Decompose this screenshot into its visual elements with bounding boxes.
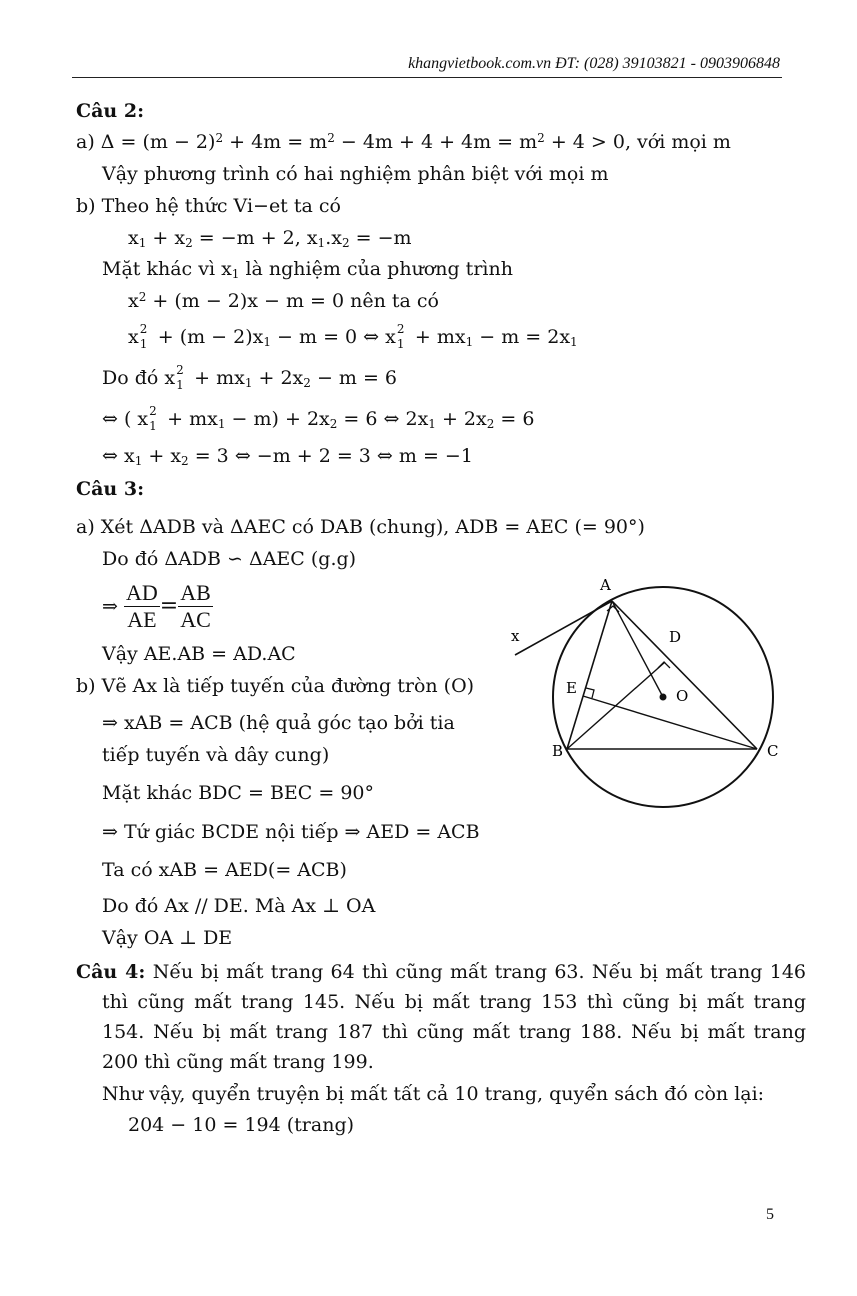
cau3-b-intro: b) Vẽ Ax là tiếp tuyến của đường tròn (O) <box>76 675 475 697</box>
cau2-equation-3: Do đó x 2 1 + $mx_1 + 2x_2 - m = 6$ <box>102 363 398 392</box>
cau3-a-similar: Do đó ΔADB ∽ ΔAEC (g.g) <box>102 548 357 570</box>
cau4-title: Câu 4: <box>76 961 146 983</box>
radius-oa <box>612 601 663 697</box>
cau3-b-line1: ⇒ xAB = ACB (hệ quả góc tạo bởi tia <box>102 712 455 734</box>
label-o: O <box>676 687 689 705</box>
cau4-conclusion: Như vậy, quyển truyện bị mất tất cả 10 trang, quyển sách đó còn lại: <box>102 1083 765 1105</box>
cau2-otherwise: Mặt khác vì $x_1$ là nghiệm của phương trình <box>102 258 513 281</box>
label-d: D <box>669 628 682 646</box>
cau4-paragraph <box>76 957 806 1077</box>
cau4-body: Nếu bị mất trang 64 thì cũng mất trang 63. Nếu bị mất trang 146 thì cũng mất trang 145. Nếu bị mất trang 153 thì cũng bị mất trang 154. Nếu bị mất trang 187 thì cũng mất trang 188. Nếu bị mất trang 200 thì cũng mất trang 199. <box>102 961 806 1073</box>
cau3-b-line2: tiếp tuyến và dây cung) <box>102 744 330 766</box>
cau3-title: Câu 3: <box>76 478 145 500</box>
cau3-fraction-equation: ⇒ $\frac{AD}{AE}$ = $\frac{AB}{AC}$ <box>102 580 211 632</box>
label-x: x <box>511 627 520 645</box>
label-b: B <box>552 742 564 760</box>
cau3-a-line: a) Xét ΔADB và ΔAEC có DAB (chung), ADB = AEC (= 90°) <box>76 516 645 538</box>
cau2-b-intro: b) Theo hệ thức Vi−et ta có <box>76 195 341 217</box>
cau3-b-line6: Do đó Ax // DE. Mà Ax ⊥ OA <box>102 895 376 917</box>
fraction-ab-ac: $\frac{AB}{AC}$ <box>180 580 211 632</box>
cau2-viet: $x_1 + x_2 = -m + 2$, $x_1.x_2 = -m$ <box>128 227 412 250</box>
cau2-a-conclusion: Vậy phương trình có hai nghiệm phân biệt với mọi m <box>102 163 609 185</box>
cau3-b-line7: Vậy OA ⊥ DE <box>102 927 233 949</box>
label-a: A <box>600 576 611 594</box>
cau3-b-line5: Ta có xAB = AED(= ACB) <box>102 859 347 881</box>
cau2-equation-4: ⇔ ( x 2 1 + $mx_1 - m) + 2x_2 = 6$ ⇔ $2x_1 + 2x_2 = 6$ <box>102 404 535 433</box>
cau2-equation-2: x 2 1 + $(m - 2)x_1 - m = 0$ ⇔ x 2 1 + $mx_1 - m = 2x_1$ <box>128 322 578 351</box>
cau2-title: Câu 2: <box>76 100 145 122</box>
header-rule <box>72 77 782 78</box>
center-o-dot <box>660 694 667 701</box>
cau2-a-delta: a) $\Delta = (m - 2)^2 + 4m = m^2 - 4m + 4 + 4m = m^2 + 4 > 0$, với mọi m <box>76 131 731 153</box>
fraction-ad-ae: $\frac{AD}{AE}$ <box>125 580 158 632</box>
cau2-equation-5: ⇔ $x_1 + x_2 = 3$ ⇔ −m + 2 = 3 ⇔ m = −1 <box>102 445 473 468</box>
label-e: E <box>566 679 577 697</box>
cau2-equation-1: $x^2 + (m - 2)x - m = 0$ nên ta có <box>128 290 439 312</box>
cau3-b-line3: Mặt khác BDC = BEC = 90° <box>102 782 374 804</box>
cau3-a-conclusion: Vậy AE.AB = AD.AC <box>102 643 296 665</box>
right-angle-e <box>586 688 594 698</box>
label-c: C <box>767 742 779 760</box>
page-number: 5 <box>766 1206 774 1223</box>
right-angle-d <box>658 662 670 668</box>
cau4-calc: 204 − 10 = 194 (trang) <box>128 1114 355 1136</box>
geometry-figure <box>500 570 800 820</box>
page-header: khangvietbook.com.vn ĐT: (028) 39103821 - 0903906848 <box>408 55 780 72</box>
cau3-b-line4: ⇒ Tứ giác BCDE nội tiếp ⇒ AED = ACB <box>102 821 480 843</box>
